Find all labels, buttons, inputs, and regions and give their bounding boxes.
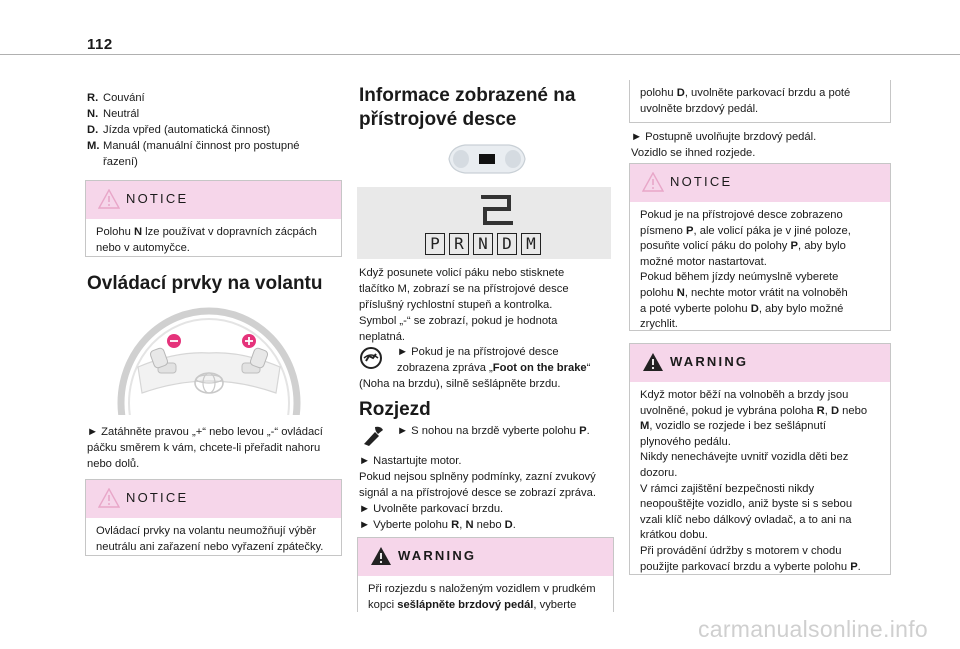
gear-item-n: N. Neutrál	[87, 108, 140, 120]
notice-body: Ovládací prvky na volantu neumožňují výběr neutrálu ani zařazení nebo vyřazení zpátečky.	[96, 525, 324, 553]
gear-indicator-m: M	[521, 233, 541, 255]
warning-box-hill-start	[357, 537, 614, 612]
warning-triangle-icon	[370, 546, 392, 566]
steering-wheel-illustration	[116, 307, 302, 415]
warning-box-continued	[629, 80, 891, 123]
gear-indicator-p: P	[425, 233, 445, 255]
gear-digit: 2	[481, 199, 482, 200]
gear-item-m: M. Manuál (manuální činnost pro postupné	[87, 140, 300, 152]
watermark-text: carmanualsonline.info	[697, 616, 928, 642]
brake-instruction-3: (Noha na brzdu), silně sešlápněte brzdu.	[359, 378, 561, 390]
warning-continued-body: polohu D, uvolněte parkovací brzdu a poté uvolněte brzdový pedál.	[640, 87, 851, 115]
warning-body: Při rozjezdu s naloženým vozidlem v prudkém kopci sešlápněte brzdový pedál, vyberte	[368, 583, 596, 611]
brake-instruction-1: ► Pokud je na přístrojové desce	[397, 346, 559, 358]
warning-triangle-icon	[98, 189, 120, 209]
warning-triangle-icon	[98, 488, 120, 508]
brake-instruction-2: zobrazena zpráva „Foot on the brake“	[397, 362, 591, 374]
gear-indicator-d: D	[497, 233, 517, 255]
warning-body: Když motor běží na volnoběh a brzdy jsou uvolněné, pokud je vybrána poloha R, D nebo M, vozidlo se rozjede i bez sešlápnutí plynového pedálu. Nikdy nenechávejte uvnitř vozidla děti bez dozoru. V rámci zajištění bezpečnosti nikdy neopouštějte vozidlo, aniž byste si s sebou vzali klíč nebo dálkový ovladač, a to ani na krátkou dobu. Při provádění údržby s motorem v chodu použijte parkovací brzdu a vyberte polohu P.	[640, 389, 868, 573]
notice-header	[86, 181, 341, 219]
notice-body: Polohu N lze používat v dopravních zácpách nebo v automyčce.	[96, 226, 317, 254]
foot-on-pedal-icon	[361, 424, 385, 446]
gear-item-m-cont: řazení)	[103, 156, 138, 168]
brake-warning-icon	[359, 346, 383, 370]
warning-label: WARNING	[398, 548, 477, 563]
section-heading-start: Rozjezd	[359, 399, 431, 420]
header-rule	[0, 54, 960, 55]
notice-label: NOTICE	[670, 174, 733, 189]
section-heading-steering: Ovládací prvky na volantu	[87, 273, 323, 294]
notice-box-neutral	[85, 180, 342, 257]
instrument-panel-icon	[445, 141, 529, 177]
notice-body: Pokud je na přístrojové desce zobrazeno písmeno P, ale volicí páka je v jiné poloze, posuňte volicí páku do polohy P, aby bylo možné motor nastartovat. Pokud během jízdy neúmyslně vyberete polohu N, nechte motor vrátit na volnoběh a poté vyberte polohu D, aby bylo možné zrychlit.	[640, 209, 851, 331]
notice-header	[630, 164, 890, 202]
gear-item-d: D. Jízda vpřed (automatická činnost)	[87, 124, 271, 136]
gear-item-r: R. Couvání	[87, 92, 145, 104]
warning-triangle-icon	[642, 352, 664, 372]
notice-box-steering	[85, 479, 342, 556]
section-heading-display: Informace zobrazené na přístrojové desce	[359, 85, 576, 130]
warning-header	[358, 538, 613, 576]
warning-box-idle	[629, 343, 891, 575]
page-number: 112	[87, 36, 113, 53]
notice-box-display-p	[629, 163, 891, 331]
notice-label: NOTICE	[126, 490, 189, 505]
notice-header	[86, 480, 341, 518]
gear-digit-graphic	[479, 193, 515, 227]
notice-label: NOTICE	[126, 191, 189, 206]
gear-indicator-n: N	[473, 233, 493, 255]
warning-label: WARNING	[670, 354, 749, 369]
foot-brake-instruction: ► S nohou na brzdě vyberte polohu P.	[397, 425, 590, 437]
gear-display-panel	[357, 187, 611, 259]
warning-header	[630, 344, 890, 382]
select-gear-step: ► Vyberte polohu R, N nebo D.	[359, 519, 516, 531]
gear-indicator-r: R	[449, 233, 469, 255]
gear-indicator-row	[425, 233, 541, 255]
warning-triangle-icon	[642, 172, 664, 192]
